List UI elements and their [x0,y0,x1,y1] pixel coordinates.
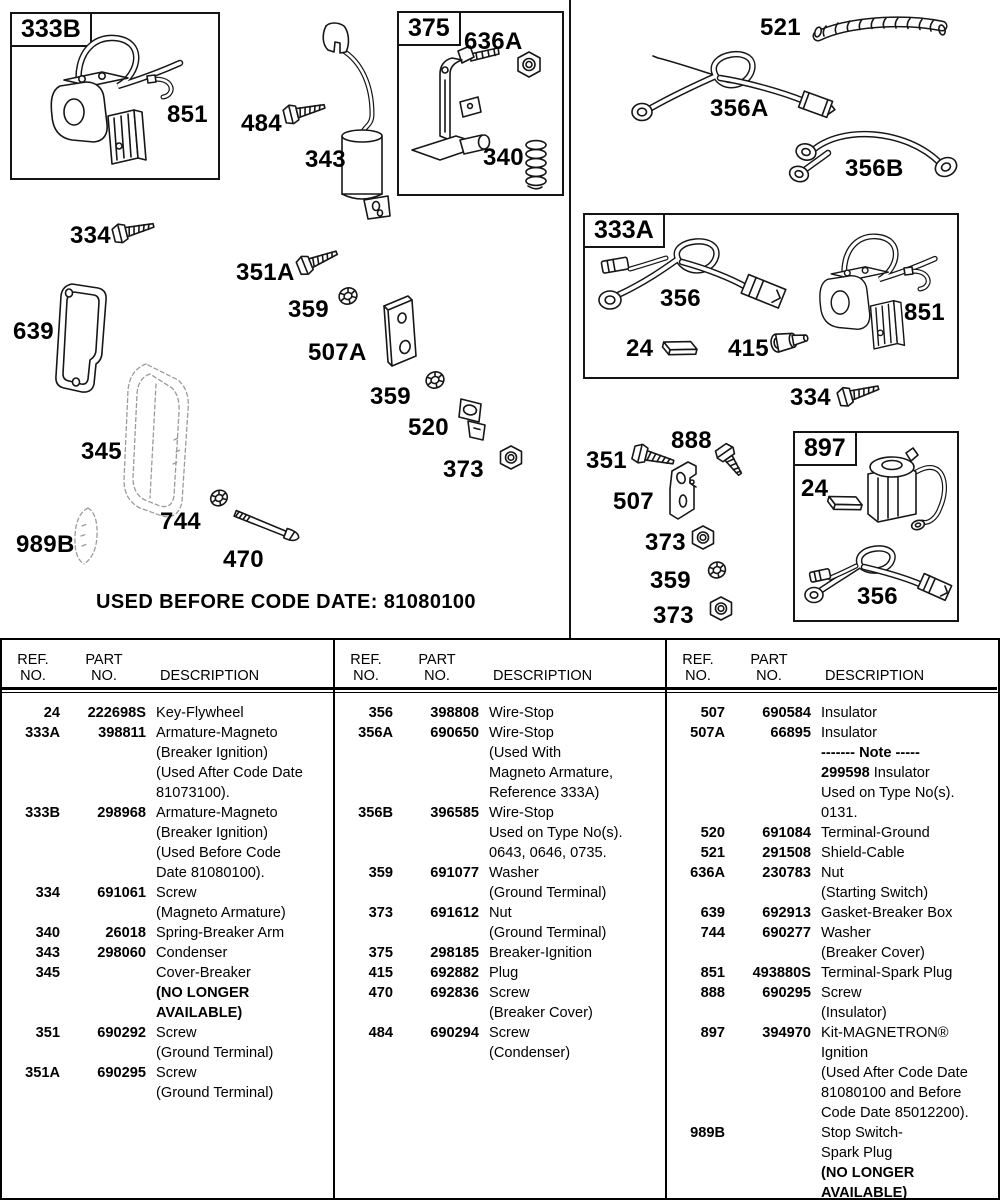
description-cell: Screw (Ground Terminal) [156,1065,274,1101]
part-label-415: 415 [728,335,769,362]
part-no-cell: 690650 [430,725,479,741]
spark-plug-terminal-851A-drawing [902,264,936,294]
ref-no-cell: 24 [43,705,60,721]
header-ref-no: REF. NO. [17,652,49,684]
description-cell: Screw (Ground Terminal) [156,1025,274,1061]
part-no-cell: 690277 [762,925,811,941]
ref-no-cell: 333A [25,725,60,741]
part-no-cell: 398811 [98,725,146,741]
part-label-351A: 351A [236,259,295,286]
ref-no-cell: 888 [700,985,725,1001]
part-no-cell: 692882 [430,965,479,981]
nut-373-lower-drawing [707,596,735,622]
description-cell: Breaker-Ignition [489,945,593,961]
description-cell: Armature-Magneto (Breaker Ignition) (Used Before Code Date 81080100). [156,805,281,881]
description-cell: Armature-Magneto (Breaker Ignition) (Used After Code Date 81073100). [156,725,303,801]
table-row [335,703,665,723]
ref-no-cell: 639 [700,905,725,921]
description-cell: Shield-Cable [821,845,905,861]
ref-no-cell: 507 [700,705,725,721]
nut-373-middle-drawing [689,525,717,551]
part-label-334-right: 334 [790,384,831,411]
description-cell: Screw (Magneto Armature) [156,885,286,921]
part-label-636A: 636A [464,28,523,55]
washer-744-drawing [207,486,231,510]
description-cell: Insulator ------- Note ----- 299598 Insulator Used on Type No(s). 0131. [821,725,955,821]
part-no-cell: 298968 [97,805,146,821]
table-column-2 [333,640,665,1198]
table-row [667,983,997,1023]
header-ref-no: REF. NO. [350,652,382,684]
description-cell: Terminal-Spark Plug [821,965,953,981]
insulator-507-drawing [656,459,706,529]
ref-no-cell: 351 [35,1025,60,1041]
part-no-cell: 690295 [762,985,811,1001]
part-label-744: 744 [160,508,201,535]
table-row [2,943,333,963]
part-label-343: 343 [305,146,346,173]
box-label-897: 897 [793,431,857,466]
ref-no-cell: 520 [700,825,725,841]
part-no-cell [725,1123,811,1200]
part-label-359-lower: 359 [370,383,411,410]
description-cell: Screw (Breaker Cover) [489,985,593,1021]
description-cell: Wire-Stop (Used With Magneto Armature, Reference 333A) [489,725,614,801]
description-cell: Spring-Breaker Arm [156,925,285,941]
part-no-cell: 222698S [87,705,146,721]
part-label-470: 470 [223,546,264,573]
part-no-cell: 692913 [762,905,811,921]
part-label-888: 888 [671,427,712,454]
part-no-cell: 690294 [430,1025,479,1041]
part-no-cell: 66895 [770,725,811,741]
cover-breaker-345-drawing [116,350,201,528]
ref-no-cell: 343 [35,945,60,961]
part-no-cell: 298060 [97,945,146,961]
table-row [335,963,665,983]
header-part-no: PART NO. [85,652,123,684]
table-row [2,723,333,803]
part-no-cell: 691612 [430,905,479,921]
part-label-356B: 356B [845,155,904,182]
armature-magneto-333B-drawing [38,24,206,172]
description-cell: Plug [489,965,519,981]
header-part-no: PART NO. [750,652,788,684]
part-no-cell: 690295 [97,1065,146,1081]
table-column-3 [665,640,997,1198]
part-label-507A: 507A [308,339,367,366]
ref-no-cell: 521 [700,845,725,861]
condenser-343-drawing [316,14,396,219]
ref-no-cell: 851 [700,965,725,981]
washer-359-lower-drawing [423,368,447,392]
table-column-1 [2,640,333,1198]
ref-no-cell: 375 [368,945,393,961]
description-cell: Gasket-Breaker Box [821,905,953,921]
magnetron-kit-897-drawing [856,436,951,536]
part-label-373-middle: 373 [645,529,686,556]
ref-no-cell: 989B [690,1125,725,1141]
part-no-cell: 298185 [430,945,479,961]
gasket-breaker-box-639-drawing [52,280,112,408]
description-cell: Condenser [156,945,228,961]
spring-340-drawing [523,138,549,192]
ref-no-cell: 373 [368,905,393,921]
part-label-484: 484 [241,110,282,137]
ref-no-cell: 356B [358,805,393,821]
description-cell: Terminal-Ground [821,825,930,841]
table-row [2,703,333,723]
ref-no-cell: 897 [700,1025,725,1041]
part-no-cell: 26018 [105,925,146,941]
screw-888-drawing [711,439,751,483]
table-row [667,863,997,903]
part-no-cell: 692836 [430,985,479,1001]
table-row [667,923,997,963]
box-label-333A: 333A [583,213,665,248]
part-label-340: 340 [483,144,524,171]
table-row [667,723,997,823]
table-body-1 [2,690,333,1103]
part-no-cell: 691061 [97,885,146,901]
screw-334-right-drawing [834,376,884,410]
part-label-345: 345 [81,438,122,465]
part-label-989B: 989B [16,531,75,558]
ref-no-cell: 744 [700,925,725,941]
ref-no-cell: 356 [368,705,393,721]
table-row [2,1023,333,1063]
part-label-24-897: 24 [801,475,829,502]
part-no-cell: 691077 [430,865,479,881]
part-label-356A: 356A [710,95,769,122]
table-header [335,640,665,690]
part-no-cell: 394970 [762,1025,811,1041]
shield-cable-521-drawing [812,12,950,46]
table-row [335,803,665,863]
table-row [667,1023,997,1123]
part-label-520: 520 [408,414,449,441]
table-row [2,923,333,943]
description-cell: Stop Switch- Spark Plug (NO LONGER AVAILABLE) [821,1125,915,1200]
table-row [335,863,665,903]
diagram-caption: USED BEFORE CODE DATE: 81080100 [96,591,476,613]
part-label-351: 351 [586,447,627,474]
table-header [667,640,997,690]
part-label-24-333A: 24 [626,335,654,362]
parts-table [0,638,1000,1200]
table-row [667,843,997,863]
screw-470-drawing [227,502,308,552]
description-cell: Screw (Insulator) [821,985,887,1021]
table-row [2,803,333,883]
part-label-851-333A: 851 [904,299,945,326]
description-cell: Wire-Stop [489,705,554,721]
part-label-356-333A: 356 [660,285,701,312]
part-no-cell [60,963,146,1023]
description-cell: Wire-Stop Used on Type No(s). 0643, 0646, 0735. [489,805,623,861]
description-cell: Cover-Breaker (NO LONGER AVAILABLE) [156,965,251,1021]
table-row [667,903,997,923]
part-label-359-right: 359 [650,567,691,594]
header-description: DESCRIPTION [493,668,593,684]
part-label-334-left: 334 [70,222,111,249]
part-label-507: 507 [613,488,654,515]
part-label-373-lower: 373 [653,602,694,629]
ref-no-cell: 340 [35,925,60,941]
box-label-333B: 333B [10,12,92,47]
description-cell: Insulator [821,705,877,721]
part-no-cell: 398808 [430,705,479,721]
ref-no-cell: 359 [368,865,393,881]
washer-359-upper-drawing [336,284,360,308]
table-row [667,823,997,843]
table-row [335,983,665,1023]
header-ref-no: REF. NO. [682,652,714,684]
header-description: DESCRIPTION [825,668,925,684]
ref-no-cell: 507A [690,725,725,741]
part-no-cell: 396585 [430,805,479,821]
part-label-851-333B: 851 [167,101,208,128]
part-no-cell: 690292 [97,1025,146,1041]
table-header [2,640,333,690]
ref-no-cell: 351A [25,1065,60,1081]
table-body-2 [335,690,665,1063]
ref-no-cell: 356A [358,725,393,741]
part-no-cell: 291508 [762,845,811,861]
part-label-356-897: 356 [857,583,898,610]
nut-373-upper-drawing [497,445,525,471]
ref-no-cell: 484 [368,1025,393,1041]
screw-334-left-drawing [109,214,159,246]
ref-no-cell: 334 [35,885,60,901]
ref-no-cell: 636A [690,865,725,881]
table-row [335,1023,665,1063]
description-cell: Washer (Ground Terminal) [489,865,607,901]
table-row [2,1063,333,1103]
part-label-373-upper: 373 [443,456,484,483]
table-row [335,943,665,963]
part-no-cell: 690584 [762,705,811,721]
part-label-639: 639 [13,318,54,345]
washer-359-right-drawing [705,558,729,582]
description-cell: Washer (Breaker Cover) [821,925,925,961]
table-body-3 [667,690,997,1200]
table-row [667,963,997,983]
ref-no-cell: 333B [25,805,60,821]
table-row [667,703,997,723]
description-cell: Key-Flywheel [156,705,244,721]
description-cell: Screw (Condenser) [489,1025,571,1061]
terminal-ground-520-drawing [455,395,489,443]
description-cell: Kit-MAGNETRON® Ignition (Used After Code Date 81080100 and Before Code Date 85012200). [821,1025,969,1121]
description-cell: Nut (Ground Terminal) [489,905,607,941]
header-description: DESCRIPTION [160,668,260,684]
description-cell: Nut (Starting Switch) [821,865,929,901]
table-row [2,963,333,1023]
part-no-cell: 230783 [762,865,811,881]
part-no-cell: 493880S [752,965,811,981]
section-divider-line [569,0,571,638]
screw-351A-drawing [293,241,344,279]
box-label-375: 375 [397,11,461,46]
table-row [335,903,665,943]
part-label-359-upper: 359 [288,296,329,323]
ref-no-cell: 415 [368,965,393,981]
table-row [2,883,333,923]
ref-no-cell: 470 [368,985,393,1001]
header-part-no: PART NO. [418,652,456,684]
spark-plug-terminal-851-drawing [145,72,179,102]
ref-no-cell: 345 [35,965,60,981]
part-no-cell: 691084 [762,825,811,841]
table-row [335,723,665,803]
table-row [667,1123,997,1200]
insulator-507A-drawing [374,294,422,372]
part-label-521: 521 [760,14,801,41]
